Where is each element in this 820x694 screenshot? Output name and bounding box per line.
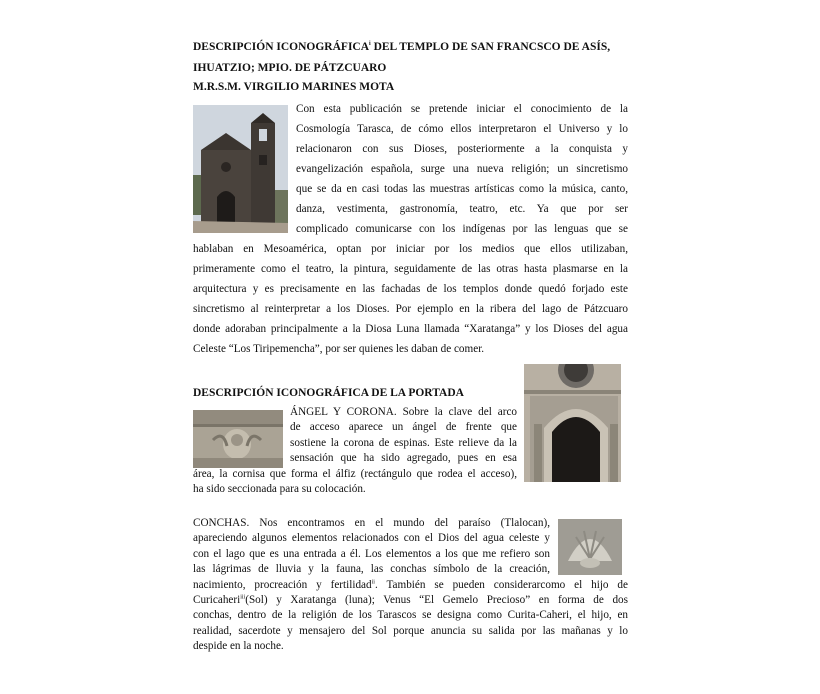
conchas-paragraph-continued: nacimiento, procreación y fertilidad$^{ii}$. También se pueden considerarcomo el hijo de Curicaheri$^{iii}$(Sol) y Xaratanga (luna); Venus “El Gemelo Precioso” en forma de dos conchas, dentro de la religión de los Tarascos se designa como Curita-Caheri, el hijo, en realidad, sacerdote y mensajero del Sol porque anuncia su salida por las mañanas y lo despide en la noche. <box>193 578 628 653</box>
angel-crown-relief-photo <box>193 410 283 468</box>
angel-paragraph: ÁNGEL Y CORONA. Sobre la clave del arco de acceso aparece un ángel de frente que sostiene la corona de espinas. Este relieve da la sensación que ha sido agregado, pues en esa <box>290 406 517 465</box>
intro-paragraph: Con esta publicación se pretende iniciar el conocimiento de la Cosmología Tarasca, de cómo ellos interpretaron el Universo y lo relacionaron con sus Dioses, posteriormente a la conquista y evangelización española, surge una nueva religión; un sincretismo que se da en casi todas las muestras artísticas como la música, canto, danza, vestimenta, gastronomía, teatro, etc. Ya que por ser complicado comunicarse con los indígenas por las lenguas que se <box>296 103 628 235</box>
document-title-line-1: DESCRIPCIÓN ICONOGRÁFICA$^i$ DEL TEMPLO DE SAN FRANCSCO DE ASÍS, <box>193 41 611 53</box>
footnote-marker: i <box>369 41 371 48</box>
intro-paragraph-continued: hablaban en Mesoamérica, optan por iniciar por los medios que ellos utilizaban, primeramente como el teatro, la pintura, seguidamente de las otras hasta plasmarse en la arquitectura y es precisamente en las fachadas de los templos donde quedó forjado este sincretismo al reinterpretar a los Dioses. Por ejemplo en la ribera del lago de Pátzcuaro donde adoraban principalmente a la Diosa Luna llamada “Xaratanga” y los Dioses del agua Celeste “Los Tiripemencha”, por ser quienes les daban de comer. <box>193 243 628 355</box>
footnote-marker: ii <box>371 578 375 585</box>
portada-arch-photo <box>524 364 621 482</box>
shell-relief-photo <box>558 519 622 575</box>
document-title-line-2: IHUATZIO; MPIO. DE PÁTZCUARO <box>193 62 387 74</box>
author-line: M.R.S.M. VIRGILIO MARINES MOTA <box>193 81 395 93</box>
angel-paragraph-continued: área, la cornisa que forma el álfiz (rectángulo que rodea el acceso), ha sido seccionada para su colocación. <box>193 468 517 496</box>
conchas-paragraph: CONCHAS. Nos encontramos en el mundo del paraíso (Tlalocan), apareciendo algunos elementos relacionados con el Dios del agua celeste y con el lago que es una entrada a él. Los elementos a los que me refiero son las lágrimas de lluvia y la fauna, las conchas símbolo de la creación, <box>193 517 550 576</box>
section-heading-portada: DESCRIPCIÓN ICONOGRÁFICA DE LA PORTADA <box>193 387 464 399</box>
church-facade-photo <box>193 105 288 233</box>
footnote-marker: iii <box>240 594 246 601</box>
